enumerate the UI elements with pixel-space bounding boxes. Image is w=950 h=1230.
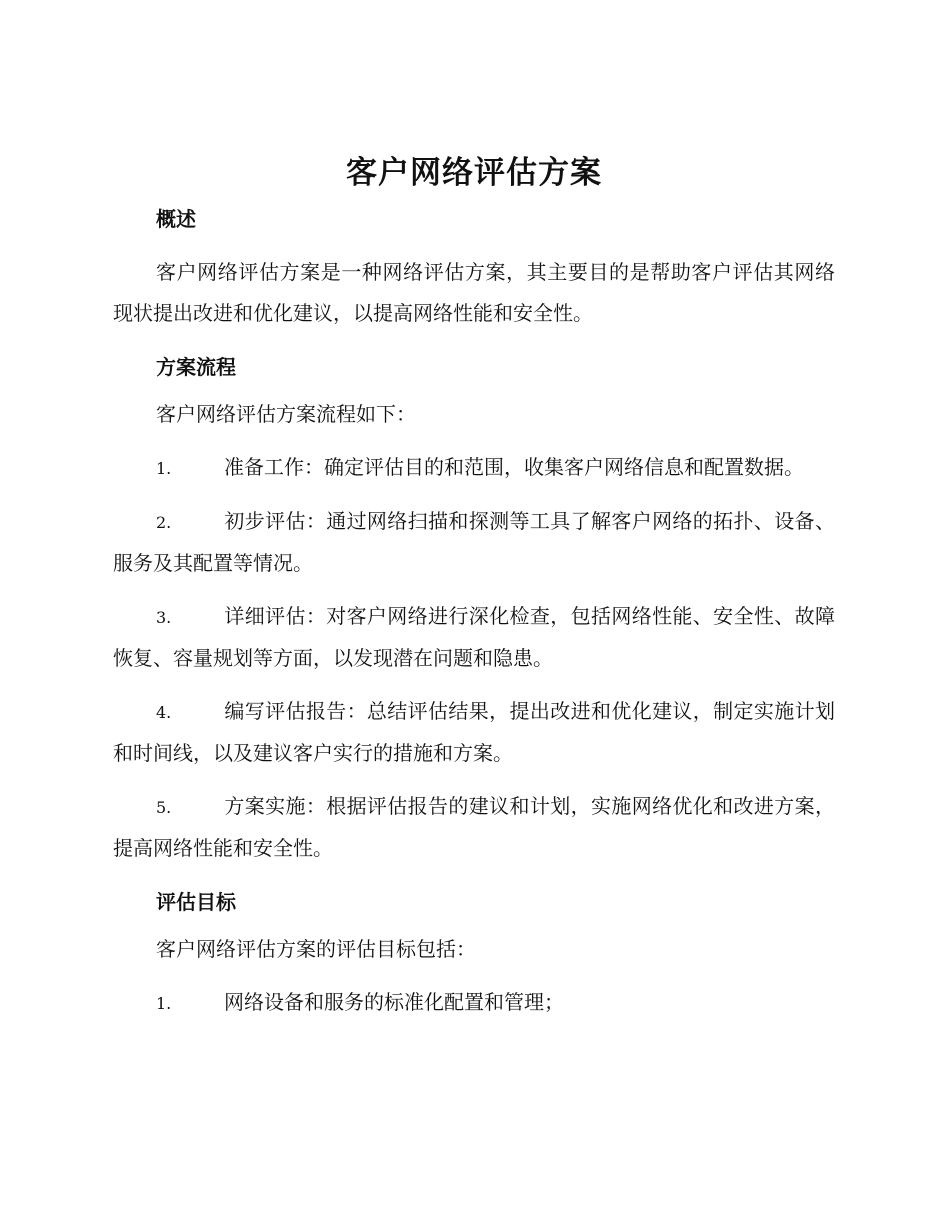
list-item-text: 初步评估：通过网络扫描和探测等工具了解客户网络的拓扑、设备、服务及其配置等情况。 bbox=[113, 509, 835, 575]
list-item-text: 方案实施：根据评估报告的建议和计划，实施网络优化和改进方案，提高网络性能和安全性。 bbox=[113, 794, 835, 860]
spacer bbox=[113, 489, 835, 501]
section-heading-overview: 概述 bbox=[156, 207, 196, 231]
overview-paragraph: 客户网络评估方案是一种网络评估方案，其主要目的是帮助客户评估其网络现状提出改进和优化建议，以提高网络性能和安全性。 bbox=[113, 260, 835, 325]
spacer bbox=[113, 917, 835, 929]
spacer bbox=[113, 334, 835, 352]
spacer bbox=[113, 382, 835, 394]
list-number: 3. bbox=[156, 608, 172, 627]
list-item bbox=[113, 447, 835, 489]
list-item bbox=[113, 691, 835, 774]
section-heading-process: 方案流程 bbox=[156, 355, 236, 379]
list-number: 1. bbox=[156, 459, 172, 478]
list-number: 1. bbox=[156, 994, 172, 1013]
list-number: 5. bbox=[156, 798, 172, 817]
document-title: 客户网络评估方案 bbox=[346, 155, 602, 191]
list-item bbox=[113, 596, 835, 679]
spacer bbox=[113, 584, 835, 596]
process-intro: 客户网络评估方案流程如下： bbox=[156, 402, 416, 426]
spacer bbox=[113, 196, 835, 204]
list-item bbox=[113, 982, 835, 1024]
list-item-text: 网络设备和服务的标准化配置和管理； bbox=[224, 990, 564, 1014]
spacer bbox=[113, 679, 835, 691]
list-item-text: 详细评估：对客户网络进行深化检查，包括网络性能、安全性、故障恢复、容量规划等方面，以发现潜在问题和隐患。 bbox=[113, 604, 835, 670]
spacer bbox=[113, 435, 835, 447]
list-number: 2. bbox=[156, 513, 172, 532]
spacer bbox=[113, 234, 835, 252]
list-item-text: 编写评估报告：总结评估结果，提出改进和优化建议，制定实施计划和时间线，以及建议客户实行的措施和方案。 bbox=[113, 699, 835, 765]
list-item bbox=[113, 501, 835, 584]
list-item-text: 准备工作：确定评估目的和范围，收集客户网络信息和配置数据。 bbox=[224, 455, 804, 479]
section-heading-goals: 评估目标 bbox=[156, 890, 236, 914]
document-page bbox=[113, 150, 835, 1024]
spacer bbox=[113, 869, 835, 887]
spacer bbox=[113, 774, 835, 786]
spacer bbox=[113, 970, 835, 982]
list-number: 4. bbox=[156, 703, 172, 722]
goals-intro: 客户网络评估方案的评估目标包括： bbox=[156, 937, 476, 961]
list-item bbox=[113, 786, 835, 869]
